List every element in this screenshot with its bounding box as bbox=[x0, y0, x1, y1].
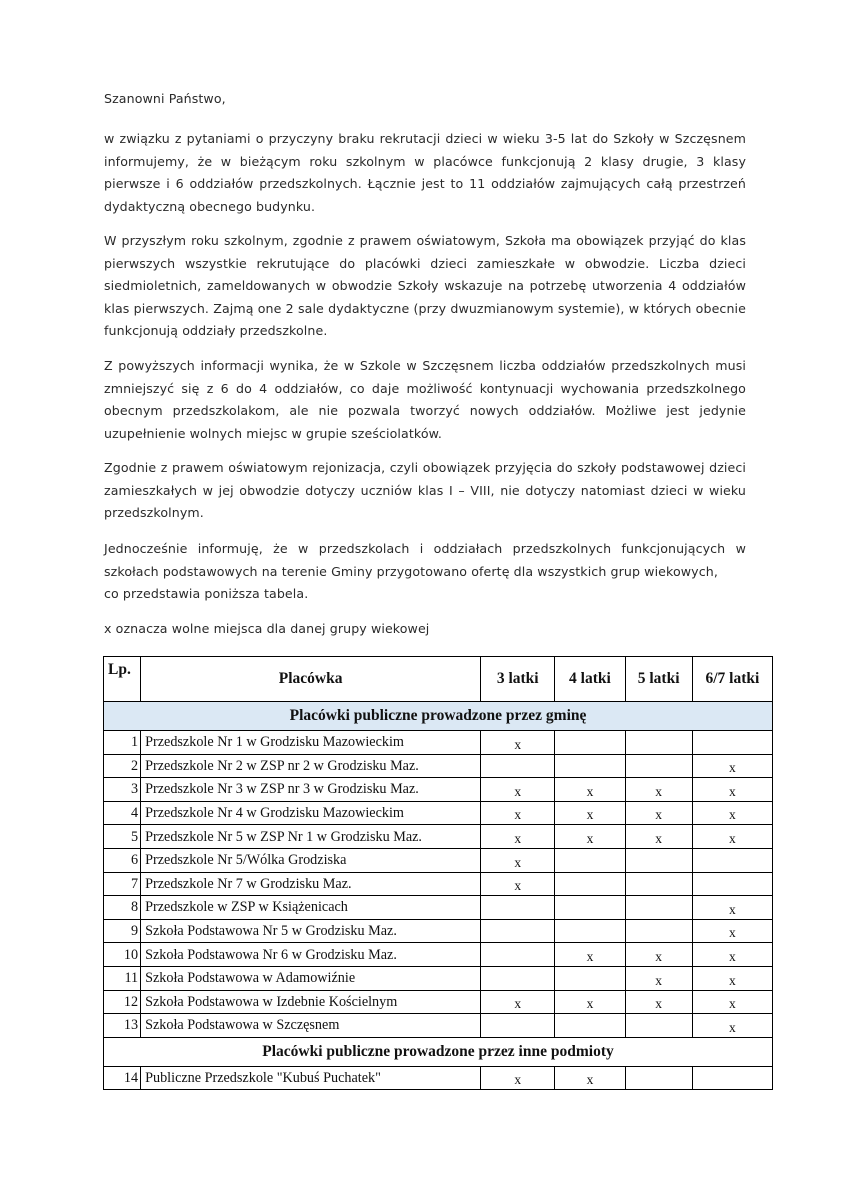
row-age-4-mark bbox=[555, 872, 625, 896]
row-age-4-mark bbox=[555, 848, 625, 872]
row-age-6-7-mark bbox=[692, 731, 772, 755]
header-age-5: 5 latki bbox=[625, 657, 692, 702]
row-number: 5 bbox=[104, 825, 141, 849]
table-header-row bbox=[104, 657, 773, 702]
row-facility-name: Przedszkole Nr 4 w Grodzisku Mazowieckim bbox=[141, 801, 481, 825]
row-age-4-mark: x bbox=[555, 778, 625, 802]
row-age-5-mark bbox=[625, 919, 692, 943]
row-age-6-7-mark bbox=[692, 848, 772, 872]
row-age-3-mark: x bbox=[481, 778, 555, 802]
row-number: 6 bbox=[104, 848, 141, 872]
row-age-4-mark bbox=[555, 919, 625, 943]
row-facility-name: Szkoła Podstawowa Nr 5 w Grodzisku Maz. bbox=[141, 919, 481, 943]
row-age-6-7-mark: x bbox=[692, 896, 772, 920]
row-number: 3 bbox=[104, 778, 141, 802]
row-number: 4 bbox=[104, 801, 141, 825]
row-age-4-mark bbox=[555, 754, 625, 778]
letter-paragraph-5 bbox=[104, 538, 746, 606]
row-number: 7 bbox=[104, 872, 141, 896]
table-row bbox=[104, 990, 773, 1014]
row-age-6-7-mark: x bbox=[692, 966, 772, 990]
row-facility-name: Przedszkole w ZSP w Książenicach bbox=[141, 896, 481, 920]
row-facility-name: Przedszkole Nr 5 w ZSP Nr 1 w Grodzisku Maz. bbox=[141, 825, 481, 849]
row-facility-name: Przedszkole Nr 3 w ZSP nr 3 w Grodzisku Maz. bbox=[141, 778, 481, 802]
table-row bbox=[104, 872, 773, 896]
header-age-6-7: 6/7 latki bbox=[692, 657, 772, 702]
row-number: 9 bbox=[104, 919, 141, 943]
header-placowka: Placówka bbox=[141, 657, 481, 702]
letter-paragraph-5-main: Jednocześnie informuję, że w przedszkolach i oddziałach przedszkolnych funkcjonujących w szkołach podstawowych na terenie Gminy przygotowano ofertę dla wszystkich grup wiekowych, bbox=[104, 541, 746, 579]
row-age-3-mark: x bbox=[481, 848, 555, 872]
row-age-6-7-mark: x bbox=[692, 801, 772, 825]
row-facility-name: Przedszkole Nr 5/Wólka Grodziska bbox=[141, 848, 481, 872]
letter-paragraph-5-last-line: co przedstawia poniższa tabela. bbox=[104, 586, 309, 601]
row-age-5-mark bbox=[625, 1014, 692, 1038]
row-age-4-mark bbox=[555, 731, 625, 755]
row-age-4-mark: x bbox=[555, 990, 625, 1014]
row-age-3-mark bbox=[481, 896, 555, 920]
row-age-5-mark bbox=[625, 1066, 692, 1090]
table-row bbox=[104, 919, 773, 943]
row-age-3-mark: x bbox=[481, 872, 555, 896]
legend-note: x oznacza wolne miejsca dla danej grupy wiekowej bbox=[104, 621, 430, 636]
row-facility-name: Szkoła Podstawowa w Izdebnie Kościelnym bbox=[141, 990, 481, 1014]
row-age-3-mark bbox=[481, 1014, 555, 1038]
row-age-5-mark bbox=[625, 872, 692, 896]
row-age-4-mark bbox=[555, 896, 625, 920]
table-row bbox=[104, 966, 773, 990]
section-row-gmina bbox=[104, 702, 773, 731]
row-age-5-mark bbox=[625, 896, 692, 920]
row-age-3-mark bbox=[481, 919, 555, 943]
preschool-availability-table bbox=[103, 656, 773, 1090]
row-number: 14 bbox=[104, 1066, 141, 1090]
row-age-3-mark bbox=[481, 754, 555, 778]
table-row bbox=[104, 801, 773, 825]
table-row bbox=[104, 1014, 773, 1038]
row-age-5-mark bbox=[625, 848, 692, 872]
row-facility-name: Szkoła Podstawowa Nr 6 w Grodzisku Maz. bbox=[141, 943, 481, 967]
row-age-6-7-mark: x bbox=[692, 919, 772, 943]
table-row bbox=[104, 754, 773, 778]
row-age-6-7-mark: x bbox=[692, 990, 772, 1014]
row-age-4-mark bbox=[555, 966, 625, 990]
row-number: 1 bbox=[104, 731, 141, 755]
header-age-3: 3 latki bbox=[481, 657, 555, 702]
row-age-6-7-mark bbox=[692, 1066, 772, 1090]
row-age-5-mark bbox=[625, 754, 692, 778]
section-row-other bbox=[104, 1037, 773, 1066]
row-age-6-7-mark bbox=[692, 872, 772, 896]
letter-paragraph-4: Zgodnie z prawem oświatowym rejonizacja, czyli obowiązek przyjęcia do szkoły podstawowej dzieci zamieszkałych w jej obwodzie dotyczy uczniów klas I – VIII, nie dotyczy natomiast dzieci w wieku przedszkolnym. bbox=[104, 460, 746, 520]
row-facility-name: Szkoła Podstawowa w Szczęsnem bbox=[141, 1014, 481, 1038]
row-age-5-mark: x bbox=[625, 990, 692, 1014]
row-age-3-mark bbox=[481, 966, 555, 990]
row-age-4-mark: x bbox=[555, 825, 625, 849]
row-age-6-7-mark: x bbox=[692, 754, 772, 778]
row-number: 10 bbox=[104, 943, 141, 967]
row-number: 12 bbox=[104, 990, 141, 1014]
header-lp: Lp. bbox=[104, 657, 141, 702]
table-row bbox=[104, 825, 773, 849]
letter-paragraph-3: Z powyższych informacji wynika, że w Szkole w Szczęsnem liczba oddziałów przedszkolnych musi zmniejszyć się z 6 do 4 oddziałów, co daje możliwość kontynuacji wychowania przedszkolnego obecnym przedszkolakom, ale nie pozwala tworzyć nowych oddziałów. Możliwe jest jedynie uzupełnienie wolnych miejsc w grupie sześciolatków. bbox=[104, 358, 746, 441]
row-number: 13 bbox=[104, 1014, 141, 1038]
section-title-other: Placówki publiczne prowadzone przez inne podmioty bbox=[104, 1037, 773, 1066]
row-age-3-mark: x bbox=[481, 1066, 555, 1090]
table-row bbox=[104, 848, 773, 872]
letter-paragraph-2: W przyszłym roku szkolnym, zgodnie z prawem oświatowym, Szkoła ma obowiązek przyjąć do klas pierwszych wszystkie rekrutujące do placówki dzieci zamieszkałe w obwodzie. Liczba dzieci siedmioletnich, zameldowanych w obwodzie Szkoły wskazuje na potrzebę utworzenia 4 oddziałów klas pierwszych. Zajmą one 2 sale dydaktyczne (przy dwuzmianowym systemie), w których obecnie funkcjonują oddziały przedszkolne. bbox=[104, 233, 746, 338]
row-number: 2 bbox=[104, 754, 141, 778]
row-age-6-7-mark: x bbox=[692, 825, 772, 849]
row-number: 8 bbox=[104, 896, 141, 920]
row-age-3-mark: x bbox=[481, 731, 555, 755]
row-age-5-mark: x bbox=[625, 943, 692, 967]
letter-paragraph-1: w związku z pytaniami o przyczyny braku rekrutacji dzieci w wieku 3-5 lat do Szkoły w Szczęsnem informujemy, że w bieżącym roku szkolnym w placówce funkcjonują 2 klasy drugie, 3 klasy pierwsze i 6 oddziałów przedszkolnych. Łącznie jest to 11 oddziałów zajmujących całą przestrzeń dydaktyczną obecnego budynku. bbox=[104, 131, 746, 214]
row-age-5-mark bbox=[625, 731, 692, 755]
row-age-4-mark bbox=[555, 1014, 625, 1038]
row-age-3-mark: x bbox=[481, 990, 555, 1014]
row-facility-name: Przedszkole Nr 2 w ZSP nr 2 w Grodzisku Maz. bbox=[141, 754, 481, 778]
row-age-5-mark: x bbox=[625, 966, 692, 990]
row-number: 11 bbox=[104, 966, 141, 990]
row-age-4-mark: x bbox=[555, 943, 625, 967]
section-title-gmina: Placówki publiczne prowadzone przez gminę bbox=[104, 702, 773, 731]
row-facility-name: Przedszkole Nr 1 w Grodzisku Mazowieckim bbox=[141, 731, 481, 755]
table-row bbox=[104, 896, 773, 920]
row-facility-name: Publiczne Przedszkole "Kubuś Puchatek" bbox=[141, 1066, 481, 1090]
row-age-5-mark: x bbox=[625, 801, 692, 825]
row-facility-name: Przedszkole Nr 7 w Grodzisku Maz. bbox=[141, 872, 481, 896]
table-row bbox=[104, 1066, 773, 1090]
table-row bbox=[104, 731, 773, 755]
table-body bbox=[104, 702, 773, 1090]
row-age-5-mark: x bbox=[625, 825, 692, 849]
row-facility-name: Szkoła Podstawowa w Adamowiźnie bbox=[141, 966, 481, 990]
row-age-4-mark: x bbox=[555, 1066, 625, 1090]
table-row bbox=[104, 778, 773, 802]
row-age-6-7-mark: x bbox=[692, 943, 772, 967]
row-age-6-7-mark: x bbox=[692, 1014, 772, 1038]
header-age-4: 4 latki bbox=[555, 657, 625, 702]
row-age-5-mark: x bbox=[625, 778, 692, 802]
row-age-3-mark: x bbox=[481, 801, 555, 825]
table-row bbox=[104, 943, 773, 967]
row-age-4-mark: x bbox=[555, 801, 625, 825]
letter-greeting: Szanowni Państwo, bbox=[104, 91, 226, 106]
row-age-3-mark: x bbox=[481, 825, 555, 849]
row-age-6-7-mark: x bbox=[692, 778, 772, 802]
row-age-3-mark bbox=[481, 943, 555, 967]
